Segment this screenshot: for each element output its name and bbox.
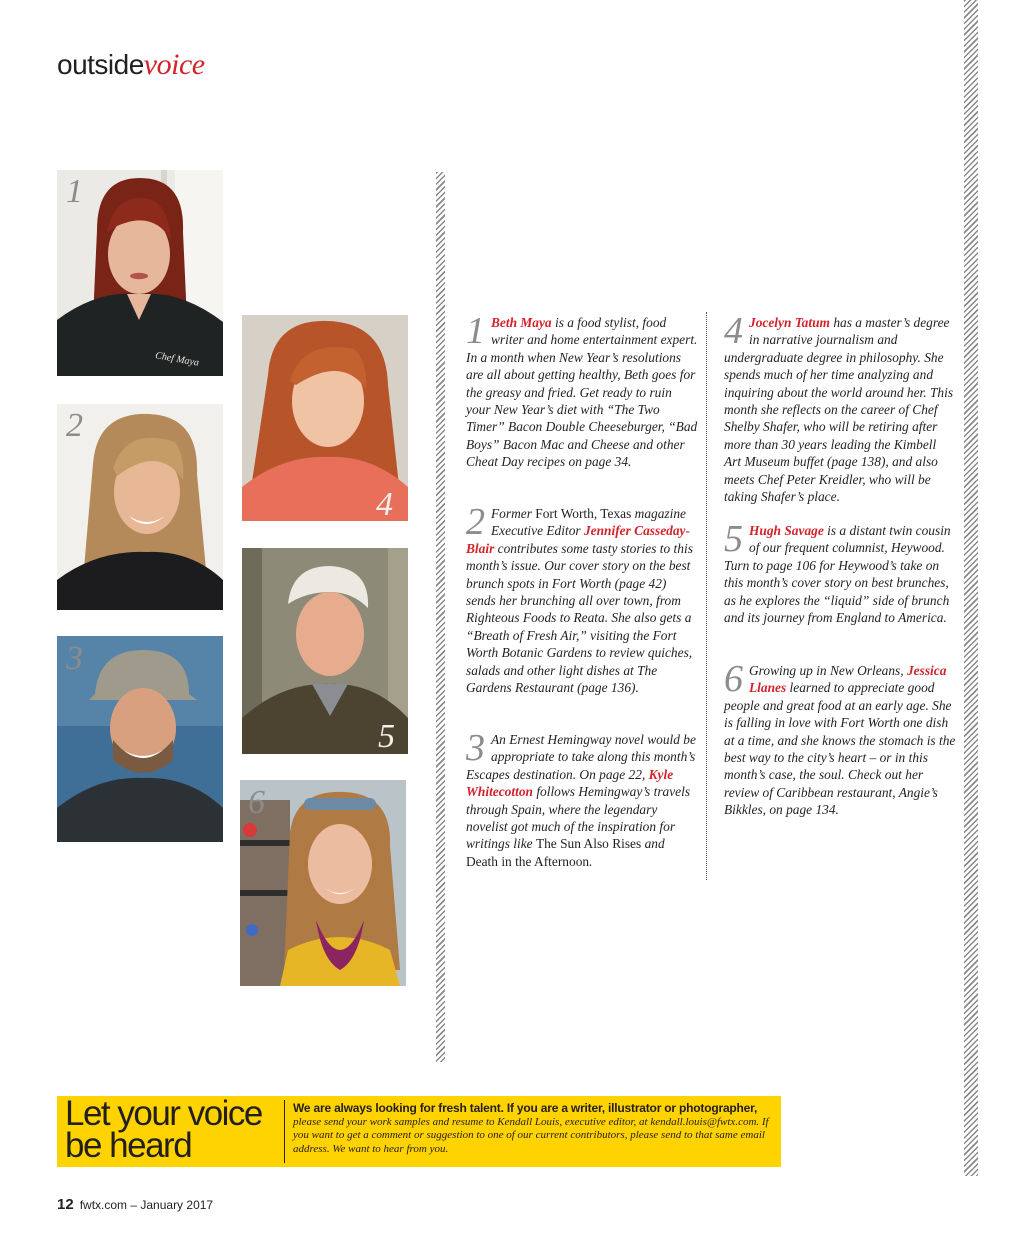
photo-number-3: 3 xyxy=(66,640,83,677)
photo-number-6: 6 xyxy=(248,784,265,821)
bio-text-2: contributes some tasty stories to this month’s issue. Our cover story on the best brunch spots in Fort Worth (page 42) sends her brunching all over town, from Righteous Foods to Reata. She also gets a “Breath of Fresh Air,” visiting the Fort Worth Botanic Gardens to review quiches, salads and other light dishes at The Gardens Restaurant (page 136). xyxy=(466,540,693,696)
callout-title: Let your voice be heard xyxy=(65,1094,262,1165)
bio-number-5: 5 xyxy=(724,518,743,560)
section-header-script: voice xyxy=(143,48,205,81)
bio-name-5: Hugh Savage xyxy=(749,523,824,538)
bio-prename-3: An Ernest Hemingway novel would be appropriate to take along this month’s Escapes destination. On page 22, xyxy=(466,732,696,782)
bio-number-2: 2 xyxy=(466,501,485,543)
bio-book-title-2: Death in the Afternoon xyxy=(466,853,590,869)
photo-number-1: 1 xyxy=(66,173,83,210)
bio-4 xyxy=(724,310,956,505)
page-footer xyxy=(57,1196,213,1213)
bio-name-6: Jessica Llanes xyxy=(749,663,947,696)
callout-divider xyxy=(284,1100,285,1163)
bio-number-4: 4 xyxy=(724,310,743,352)
bio-number-3: 3 xyxy=(466,727,485,769)
publication-info: fwtx.com – January 2017 xyxy=(79,1198,214,1212)
bio-prename-2: magazine Executive Editor xyxy=(491,506,687,539)
section-header xyxy=(57,47,205,83)
right-edge-stripe xyxy=(964,0,978,1176)
chef-badge-text: Chef Maya xyxy=(154,350,200,369)
bio-5 xyxy=(724,518,956,626)
callout-lead: We are always looking for fresh talent. If you are a writer, illustrator or photographer, xyxy=(293,1101,758,1115)
bio-book-title-1: The Sun Also Rises xyxy=(535,836,642,852)
bio-number-6: 6 xyxy=(724,658,743,700)
photo-number-4: 4 xyxy=(376,486,393,523)
photo-number-5: 5 xyxy=(378,718,395,755)
talent-callout xyxy=(57,1096,781,1167)
bio-number-1: 1 xyxy=(466,310,485,352)
bio-text-4: has a master’s degree in narrative journalism and undergraduate degree in philosophy. She spends much of her time analyzing and inquiring about the world around her. This month she reflects on the career of Chef Shelby Shafer, who will be retiring after more than 30 years leading the Kimbell Art Museum buffet (page 138), and also meets Chef Peter Kreidler, who will be taking Shafer’s place. xyxy=(724,315,954,505)
callout-body: please send your work samples and resume to Kendall Louis, executive editor, at kendall.louis@fwtx.com. If you want to get a comment or suggestion to one of our current contributors, please send to that same email address. We want to hear from you. xyxy=(293,1116,769,1155)
bio-2 xyxy=(466,501,698,696)
bio-name-3: Kyle Whitecotton xyxy=(466,766,674,800)
bio-1 xyxy=(466,310,698,471)
bio-magazine-2: Fort Worth, Texas xyxy=(535,506,632,521)
bio-3 xyxy=(466,727,698,870)
photo-number-2: 2 xyxy=(66,407,83,444)
bio-intro-2: Former xyxy=(491,506,536,521)
bio-text-6: learned to appreciate good people and great food at an early age. She is falling in love with Fort Worth one dish at a time, and she knows the stomach is the best way to the city’s heart – or in this month’s case, the soul. Check out her review of Caribbean restaurant, Angie’s Bikkles, on page 134. xyxy=(724,680,956,818)
callout-text xyxy=(293,1102,773,1156)
bio-name-2: Jennifer Casseday-Blair xyxy=(466,523,690,556)
bio-prename-6: Growing up in New Orleans, xyxy=(749,663,907,678)
bio-end-3: . xyxy=(589,853,593,869)
bio-text-5: is a distant twin cousin of our frequent columnist, Heywood. Turn to page 106 for Heywood’s take on this month’s cover story on best brunches, as he explores the “liquid” side of brunch and its journey from England to America. xyxy=(724,523,951,626)
page-number: 12 xyxy=(57,1196,74,1213)
bio-name-4: Jocelyn Tatum xyxy=(749,315,830,330)
bio-joiner-3: and xyxy=(641,836,665,852)
column-divider xyxy=(706,312,707,880)
bio-6 xyxy=(724,658,956,819)
bio-name-1: Beth Maya xyxy=(491,315,552,330)
bio-text-1: is a food stylist, food writer and home entertainment expert. In a month when New Year’s resolutions are all about getting healthy, Beth goes for the greasy and fried. Get ready to ruin your New Year’s diet with “The Two Timer” Bacon Double Cheeseburger, “Bad Boys” Bacon Mac and Cheese and other Cheat Day recipes on page 34. xyxy=(466,315,698,470)
bio-text-3: follows Hemingway’s travels through Spain, where the legendary novelist got much of the inspiration for writings like xyxy=(466,784,691,852)
section-header-plain: outside xyxy=(57,49,144,80)
center-divider-stripe xyxy=(436,172,445,1062)
